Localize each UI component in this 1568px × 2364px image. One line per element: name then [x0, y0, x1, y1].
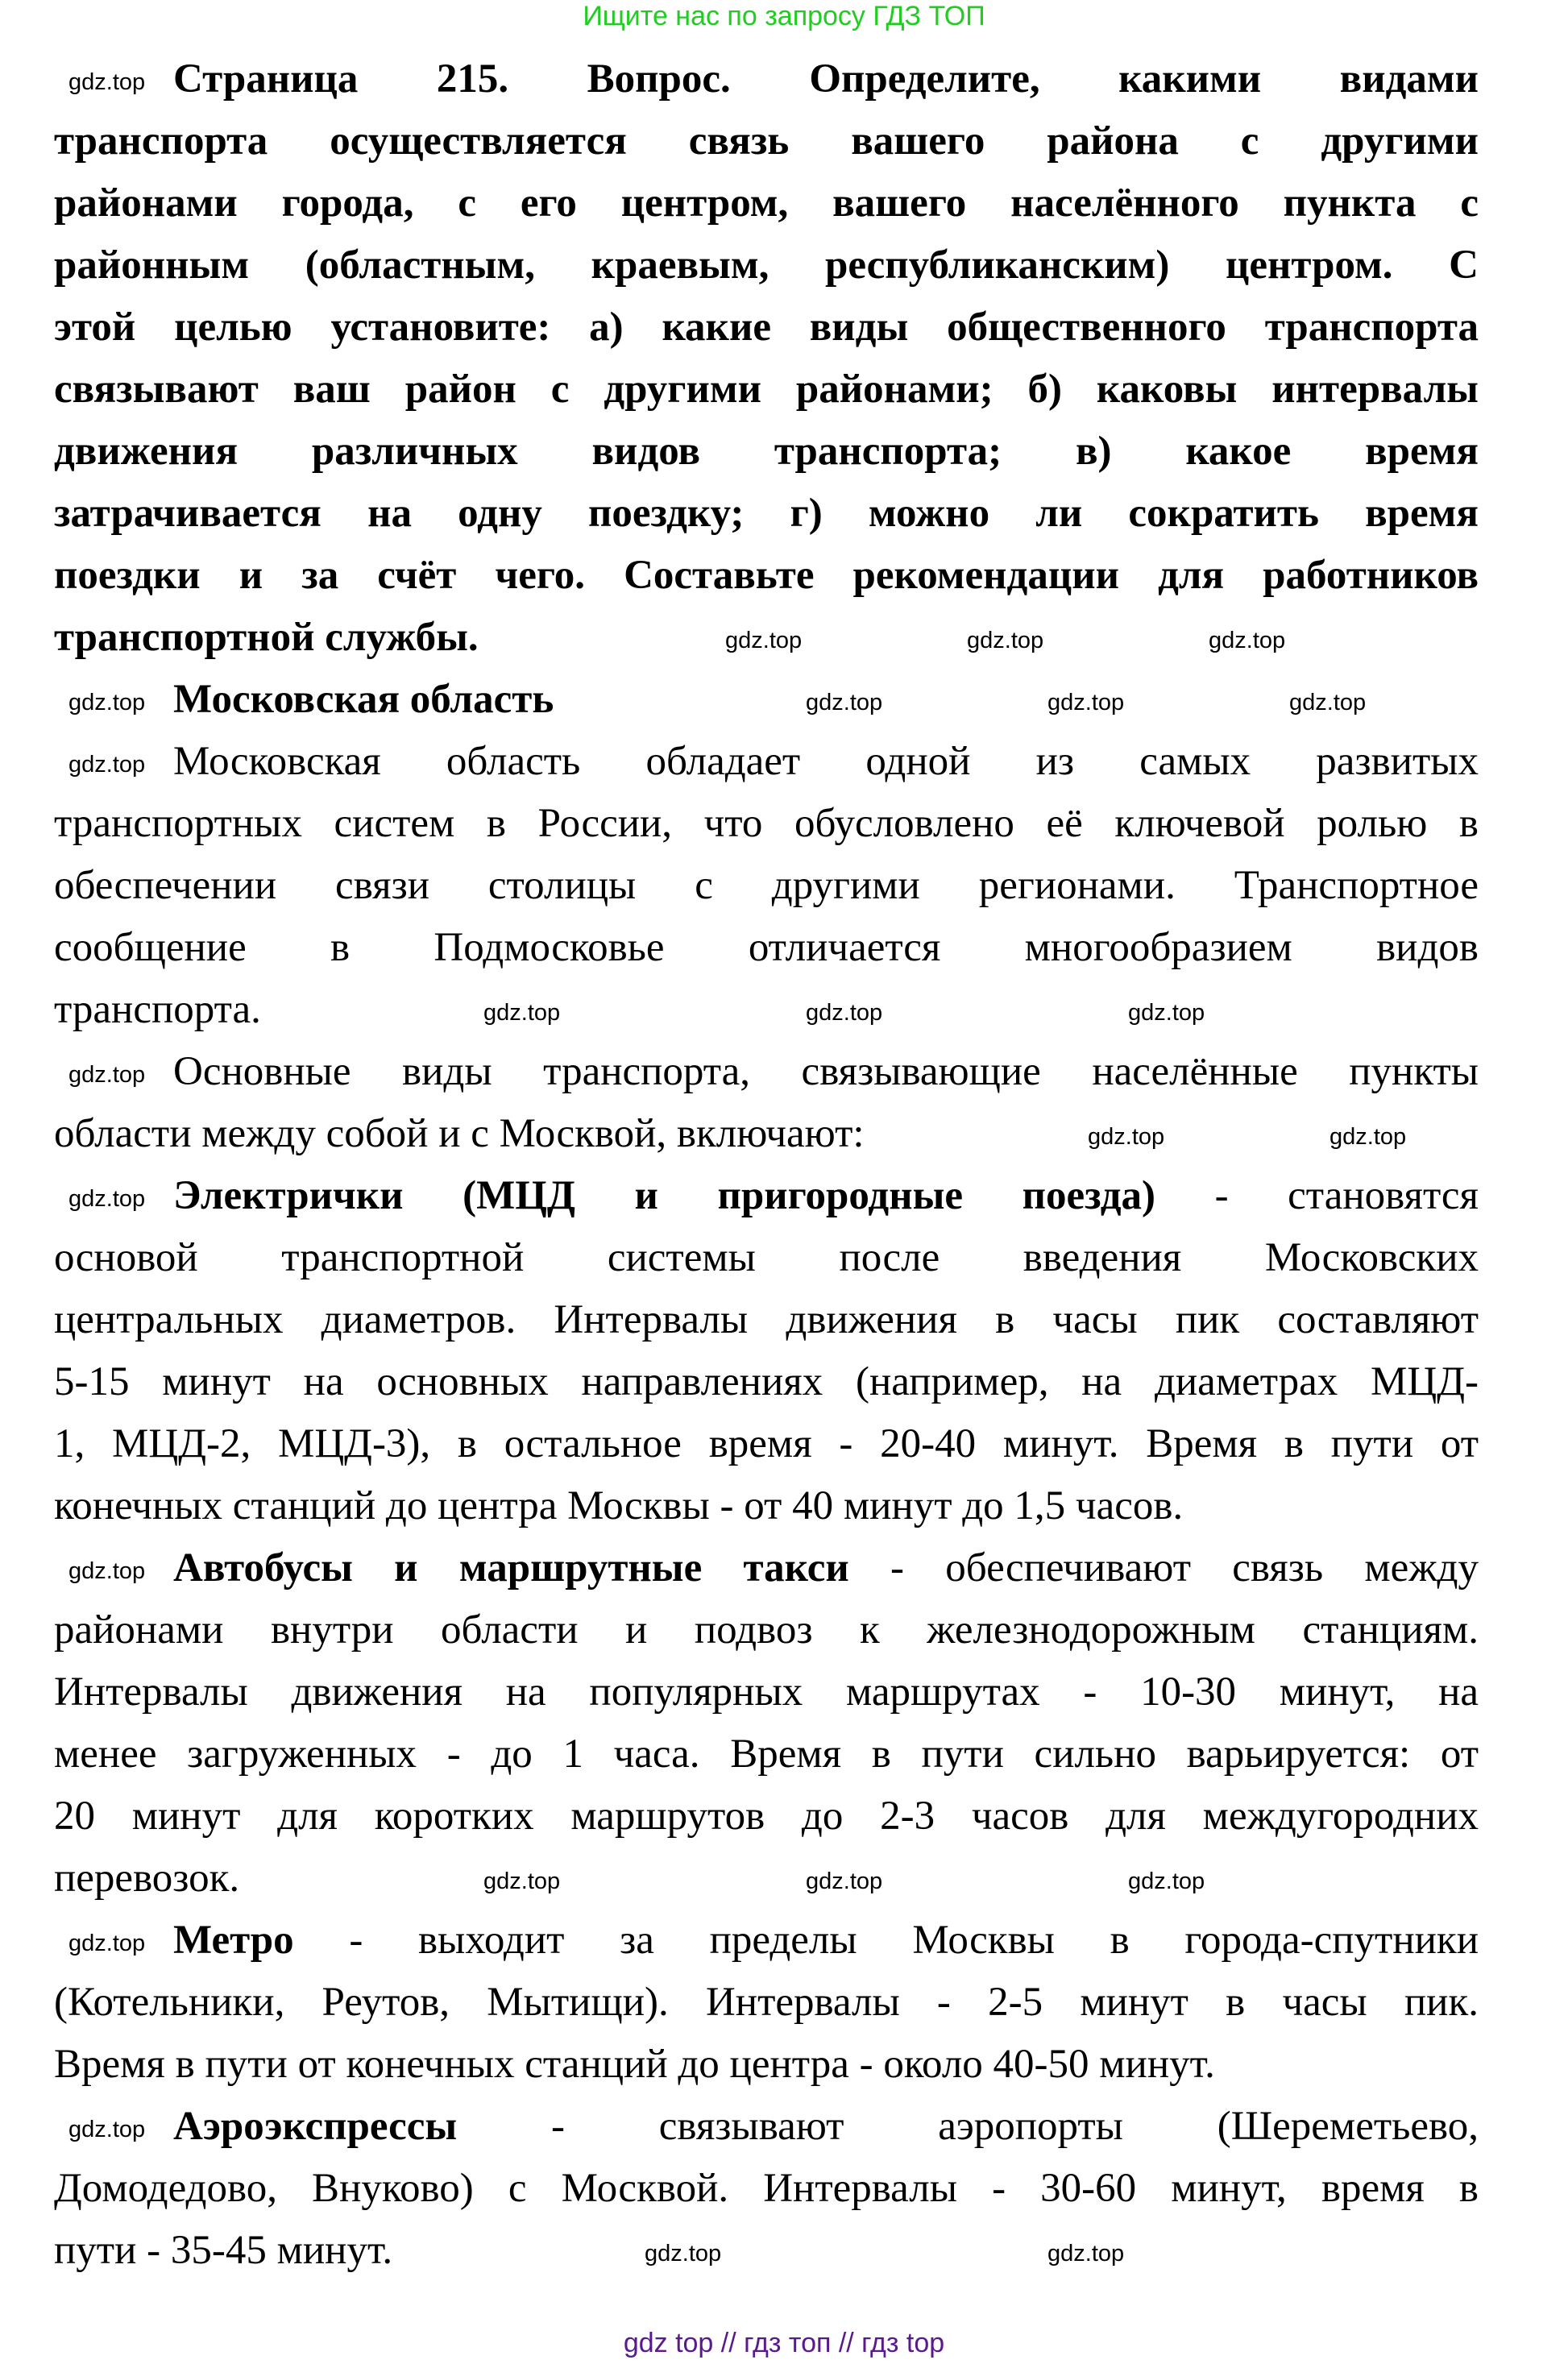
text-line: [54, 607, 479, 669]
watermark: gdz.top: [1128, 1000, 1205, 1026]
text-line: [173, 731, 1479, 793]
regular-text: транспортных систем в России, что обусловлено её ключевой ролью в: [54, 801, 1479, 846]
watermark: gdz.top: [1128, 1868, 1205, 1894]
watermark: gdz.top: [68, 69, 146, 95]
text-line: [54, 2034, 1215, 2096]
watermark: gdz.top: [806, 1000, 883, 1026]
text-line: [54, 1227, 1479, 1289]
watermark: gdz.top: [1088, 1124, 1165, 1150]
text-line: [54, 172, 1479, 234]
text-line: [54, 917, 1479, 979]
bold-text: Метро: [173, 1918, 294, 1963]
text-line: [54, 421, 1479, 483]
watermark: gdz.top: [1289, 690, 1367, 715]
text-line: [54, 1785, 1479, 1848]
watermark: gdz.top: [1209, 628, 1286, 653]
bold-text: Аэроэкспрессы: [173, 2104, 458, 2149]
text-line: [54, 1599, 1479, 1661]
regular-text: менее загруженных - до 1 часа. Время в пути сильно варьируется: от: [54, 1732, 1479, 1777]
regular-text: центральных диаметров. Интервалы движения в часы пик составляют: [54, 1297, 1479, 1342]
regular-text: (Котельники, Реутов, Мытищи). Интервалы - 2-5 минут в часы пик.: [54, 1980, 1479, 2025]
text-line: [54, 1661, 1479, 1723]
regular-text: пути - 35-45 минут.: [54, 2228, 393, 2273]
bold-text: транспорта осуществляется связь вашего района с другими: [54, 118, 1479, 164]
watermark: gdz.top: [1047, 690, 1125, 715]
bold-text: поездки и за счёт чего. Составьте рекомендации для работников: [54, 553, 1479, 598]
text-line: [173, 1165, 1479, 1227]
bold-text: этой целью установите: а) какие виды общественного транспорта: [54, 305, 1479, 350]
text-line: [54, 855, 1479, 917]
bold-text: Автобусы и маршрутные такси: [173, 1545, 849, 1591]
regular-text: основой транспортной системы после введения Московских: [54, 1235, 1479, 1280]
text-line: [54, 1972, 1479, 2034]
regular-text: - обеспечивают связь между: [848, 1545, 1479, 1591]
watermark: gdz.top: [483, 1000, 561, 1026]
text-line: [54, 2220, 392, 2282]
bold-text: связывают ваш район с другими районами; б) каковы интервалы: [54, 367, 1479, 412]
text-line: [54, 1103, 865, 1165]
regular-text: 20 минут для коротких маршрутов до 2-3 часов для междугородних: [54, 1794, 1479, 1839]
watermark: gdz.top: [967, 628, 1044, 653]
bold-text: Страница 215. Вопрос. Определите, какими видами: [173, 56, 1479, 102]
text-line: [54, 1413, 1479, 1475]
regular-text: - связывают аэропорты (Шереметьево,: [457, 2104, 1479, 2149]
regular-text: транспорта.: [54, 987, 261, 1032]
text-line: [54, 110, 1479, 172]
text-line: [54, 1351, 1479, 1413]
document-text: [54, 48, 1479, 2282]
text-line: [173, 2096, 1479, 2158]
watermark: gdz.top: [68, 752, 146, 778]
bold-text: Электрички (МЦД и пригородные поезда): [173, 1173, 1156, 1218]
text-line: [54, 2158, 1479, 2220]
watermark: gdz.top: [806, 690, 883, 715]
regular-text: области между собой и с Москвой, включают:: [54, 1111, 865, 1156]
text-line: [173, 1537, 1479, 1599]
text-line: [54, 1289, 1479, 1351]
regular-text: Интервалы движения на популярных маршрутах - 10-30 минут, на: [54, 1669, 1479, 1715]
watermark: gdz.top: [1047, 2241, 1125, 2267]
text-line: [54, 1848, 239, 1910]
regular-text: Время в пути от конечных станций до центра - около 40-50 минут.: [54, 2042, 1215, 2087]
regular-text: 1, МЦД-2, МЦД-3), в остальное время - 20-40 минут. Время в пути от: [54, 1421, 1479, 1466]
bold-text: районным (областным, краевым, республиканским) центром. С: [54, 243, 1479, 288]
regular-text: Домодедово, Внуково) с Москвой. Интервалы - 30-60 минут, время в: [54, 2166, 1479, 2211]
regular-text: - выходит за пределы Москвы в города-спутники: [293, 1918, 1479, 1963]
watermark: gdz.top: [645, 2241, 722, 2267]
text-line: [173, 1910, 1479, 1972]
regular-text: обеспечении связи столицы с другими регионами. Транспортное: [54, 863, 1479, 908]
text-line: [173, 48, 1479, 110]
text-line: [54, 483, 1479, 545]
watermark: gdz.top: [68, 1186, 146, 1212]
bold-text: районами города, с его центром, вашего населённого пункта с: [54, 180, 1479, 226]
regular-text: районами внутри области и подвоз к железнодорожным станциям.: [54, 1607, 1479, 1653]
watermark: gdz.top: [68, 2117, 146, 2142]
watermark: gdz.top: [68, 1062, 146, 1088]
text-line: [173, 1041, 1479, 1103]
text-line: [54, 359, 1479, 421]
text-line: [54, 793, 1479, 855]
regular-text: сообщение в Подмосковье отличается многообразием видов: [54, 925, 1479, 970]
text-line: [54, 234, 1479, 297]
watermark: gdz.top: [68, 1931, 146, 1956]
watermark: gdz.top: [725, 628, 803, 653]
bold-text: затрачивается на одну поездку; г) можно ли сократить время: [54, 491, 1479, 536]
text-line: [54, 1475, 1183, 1537]
regular-text: Московская область обладает одной из самых развитых: [173, 739, 1479, 784]
regular-text: Основные виды транспорта, связывающие населённые пункты: [173, 1049, 1479, 1094]
watermark: gdz.top: [806, 1868, 883, 1894]
promo-banner: Ищите нас по запросу ГДЗ ТОП: [583, 1, 985, 31]
regular-text: - становятся: [1155, 1173, 1479, 1218]
text-line: [54, 297, 1479, 359]
watermark: gdz.top: [68, 1558, 146, 1584]
regular-text: 5-15 минут на основных направлениях (например, на диаметрах МЦД-: [54, 1359, 1479, 1404]
footer-links[interactable]: gdz top // гдз топ // гдз top: [623, 2328, 945, 2358]
regular-text: конечных станций до центра Москвы - от 40 минут до 1,5 часов.: [54, 1483, 1184, 1528]
text-line: [54, 979, 261, 1041]
regular-text: перевозок.: [54, 1856, 240, 1901]
text-line: [54, 1723, 1479, 1785]
bold-text: Московская область: [173, 677, 554, 722]
watermark: gdz.top: [68, 690, 146, 715]
bold-text: транспортной службы.: [54, 615, 479, 660]
watermark: gdz.top: [483, 1868, 561, 1894]
text-line: [173, 669, 554, 731]
watermark: gdz.top: [1329, 1124, 1407, 1150]
text-line: [54, 545, 1479, 607]
bold-text: движения различных видов транспорта; в) какое время: [54, 429, 1479, 474]
